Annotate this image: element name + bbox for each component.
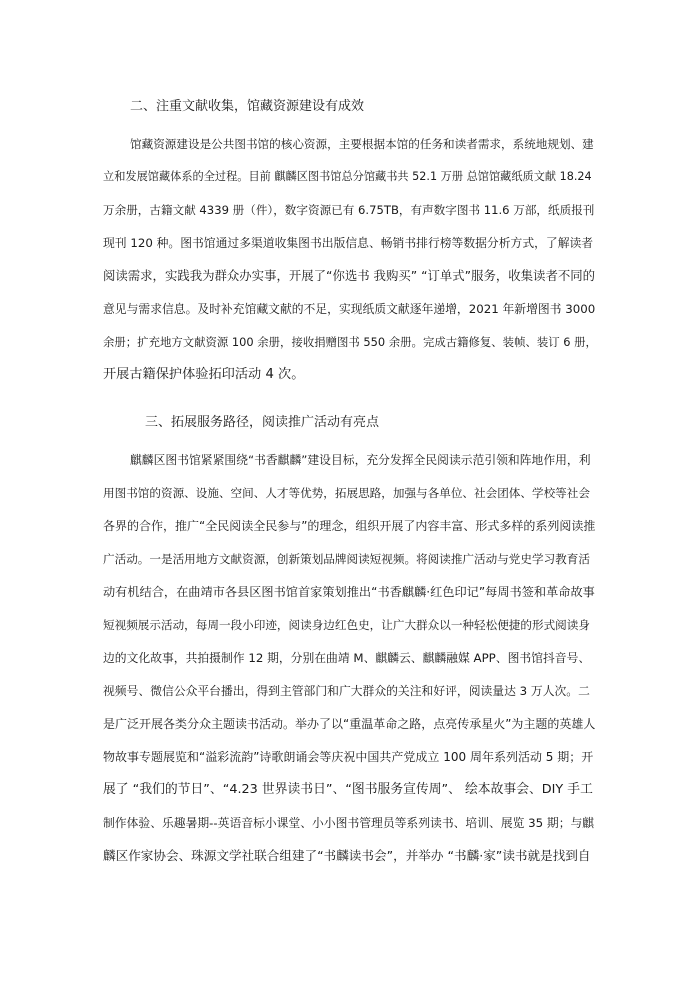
section-2-line-7: 余册；扩充地方文献资源 100 余册，接收捐赠图书 550 余册。完成古籍修复、装帧、装订 6 册， [103, 335, 597, 349]
section-3-line-1: 麒麟区图书馆紧紧围绕“书香麒麟”建设目标，充分发挥全民阅读示范引领和阵地作用，利 [130, 453, 591, 467]
section-2-line-4: 现刊 120 种。图书馆通过多渠道收集图书出版信息、畅销书排行榜等数据分析方式，了解读者 [103, 236, 594, 250]
section-3-line-10: 物故事专题展览和“溢彩流韵”诗歌朗诵会等庆祝中国共产党成立 100 周年系列活动 5 期；开 [103, 750, 594, 764]
section-2-line-6: 意见与需求信息。及时补充馆藏文献的不足，实现纸质文献逐年递增，2021 年新增图书 3000 [103, 302, 596, 316]
section-3-line-7: 边的文化故事，共拍摄制作 12 期，分别在曲靖 M、麒麟云、麒麟融媒 APP、图书馆抖音号、 [103, 651, 591, 665]
section-3-heading: 三、拓展服务路径，阅读推广活动有亮点 [145, 415, 380, 430]
section-3-line-12: 制作体验、乐趣暑期--英语音标小课堂、小小图书管理员等系列读书、培训、展览 35 期；与麒 [103, 816, 595, 830]
section-3-line-4: 广活动。一是活用地方文献资源，创新策划品牌阅读短视频。将阅读推广活动与党史学习教育活 [103, 552, 590, 566]
section-2-line-5: 阅读需求，实践我为群众办实事，开展了“你选书 我购买” “订单式”服务，收集读者不同的 [103, 268, 596, 283]
section-3-line-2: 用图书馆的资源、设施、空间、人才等优势，拓展思路，加强与各单位、社会团体、学校等社会 [103, 486, 590, 500]
section-3-line-9: 是广泛开展各类分众主题读书活动。举办了以“重温革命之路，点亮传承星火”为主题的英雄人 [103, 717, 596, 731]
section-3-line-5: 动有机结合，在曲靖市各县区图书馆首家策划推出“书香麒麟·红色印记”每周书签和革命故事 [103, 585, 595, 599]
section-2-line-3: 万余册，古籍文献 4339 册（件），数字资源已有 6.75TB，有声数字图书 11.6 万部，纸质报刊 [103, 203, 595, 217]
section-3-line-11: 展了 “我们的节日”、“4.23 世界读书日”、“图书服务宣传周”、 绘本故事会、DIY 手工 [103, 782, 593, 797]
section-3-line-8: 视频号、微信公众平台播出，得到主管部门和广大群众的关注和好评，阅读量达 3 万人次。二 [103, 684, 590, 698]
section-2-line-1: 馆藏资源建设是公共图书馆的核心资源，主要根据本馆的任务和读者需求，系统地规划、建 [130, 137, 594, 151]
section-3-line-13: 麟区作家协会、珠源文学社联合组建了“书麟读书会”，并举办 “书麟·家”读书就是找到自 [103, 848, 591, 863]
section-2-line-2: 立和发展馆藏体系的全过程。目前 麒麟区图书馆总分馆藏书共 52.1 万册 总馆馆藏纸质文献 18.24 [103, 170, 592, 183]
section-2-heading: 二、注重文献收集，馆藏资源建设有成效 [130, 99, 365, 114]
section-3-line-3: 各界的合作，推广“全民阅读全民参与”的理念，组织开展了内容丰富、形式多样的系列阅读推 [103, 519, 596, 533]
section-3-line-6: 短视频展示活动，每周一段小印迹，阅读身边红色史，让广大群众以一种轻松便捷的形式阅读身 [103, 618, 590, 632]
section-2-line-8: 开展古籍保护体验拓印活动 4 次。 [103, 367, 305, 382]
